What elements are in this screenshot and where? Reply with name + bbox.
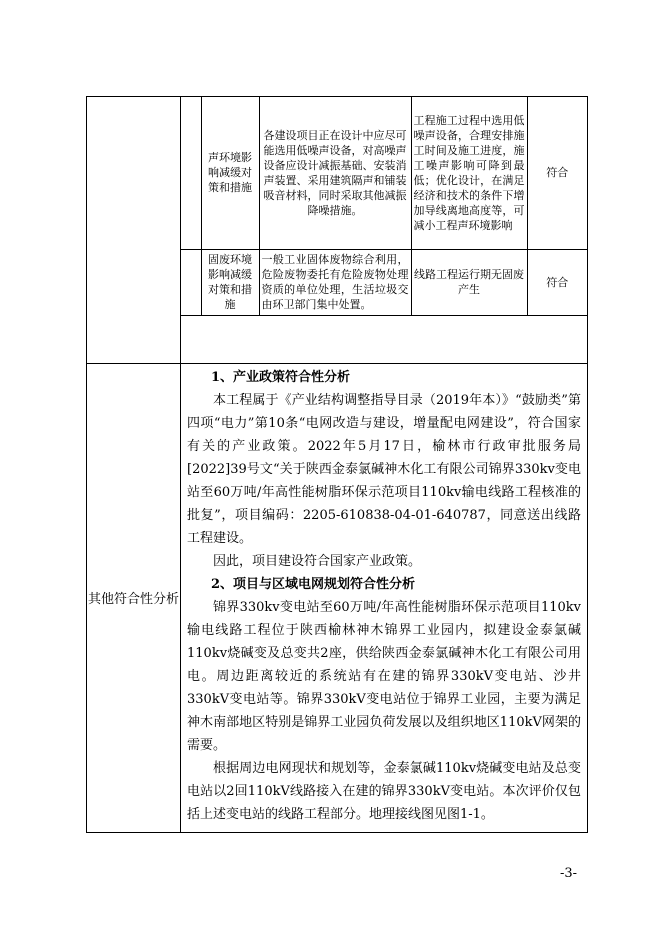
section-heading: 1、产业政策符合性分析 <box>211 369 351 385</box>
empty-cell <box>181 315 587 363</box>
paragraph: 根据周边电网现状和规划等，金泰氯碱110kv烧碱变电站及总变电站以2回110kV线路接入在建的锦界330kV变电站。本次评价仅包括上述变电站的线路工程部分。地理接线图见图1-1。 <box>187 760 581 822</box>
table-row <box>181 315 587 363</box>
measures-table <box>181 97 587 363</box>
row-side-cell <box>181 249 201 315</box>
table-row <box>181 97 587 249</box>
measure-action: 工程施工过程中选用低噪声设备，合理安排施工时间及施工进度，施工噪声影响可降到最低；优化设计，在满足经济和技术的条件下增加导线离地高度等，可减小工程声环境影响 <box>411 97 527 249</box>
measure-name: 声环境影响减缓对策和措施 <box>201 97 259 249</box>
paragraph: 本工程属于《产业结构调整指导目录（2019年本）》“鼓励类”第四项“电力”第10条“电网改造与建设，增量配电网建设”，符合国家有关的产业政策。2022年5月17日，榆林市行政审批服务局[2022]39号文“关于陕西金泰氯碱神木化工有限公司锦界330kv变电站至60万吨/年高性能树脂环保示范项目110kv输电线路工程核准的批复”，项目编码：2205-610838-04-01-640787，同意送出线路工程建设。 <box>187 392 581 546</box>
table-row <box>181 249 587 315</box>
section-heading: 2、项目与区域电网规划符合性分析 <box>211 576 416 592</box>
row-side-cell <box>181 97 201 249</box>
measure-result: 符合 <box>527 249 587 315</box>
measure-result: 符合 <box>527 97 587 249</box>
measure-action: 线路工程运行期无固废产生 <box>411 249 527 315</box>
measure-name: 固废环境影响减缓对策和措施 <box>201 249 259 315</box>
measure-requirement: 一般工业固体废物综合利用，危险废物委托有危险废物处理资质的单位处理，生活垃圾交由环卫部门集中处置。 <box>259 249 411 315</box>
section-content <box>181 363 588 832</box>
paragraph: 锦界330kv变电站至60万吨/年高性能树脂环保示范项目110kv输电线路工程位于陕西榆林神木锦界工业园内，拟建设金泰氯碱110kv烧碱变及总变共2座，供给陕西金泰氯碱神木化工有限公司用电。周边距离较近的系统站有在建的锦界330kV变电站、沙井330kV变电站等。锦界330kV变电站位于锦界工业园，主要为满足神木南部地区特别是锦界工业园负荷发展以及组织地区110kV网架的需要。 <box>187 599 581 753</box>
document-table <box>86 96 588 833</box>
page-number: -3- <box>560 866 578 881</box>
paragraph: 因此，项目建设符合国家产业政策。 <box>213 553 422 569</box>
section-label: 其他符合性分析 <box>87 363 181 832</box>
measure-requirement: 各建设项目正在设计中应尽可能选用低噪声设备，对高噪声设备应设计减振基础、安装消声装置、采用建筑隔声和铺装吸音材料，同时采取其他减振降噪措施。 <box>259 97 411 249</box>
table-left-blank <box>87 97 181 364</box>
measures-cell <box>181 97 588 364</box>
